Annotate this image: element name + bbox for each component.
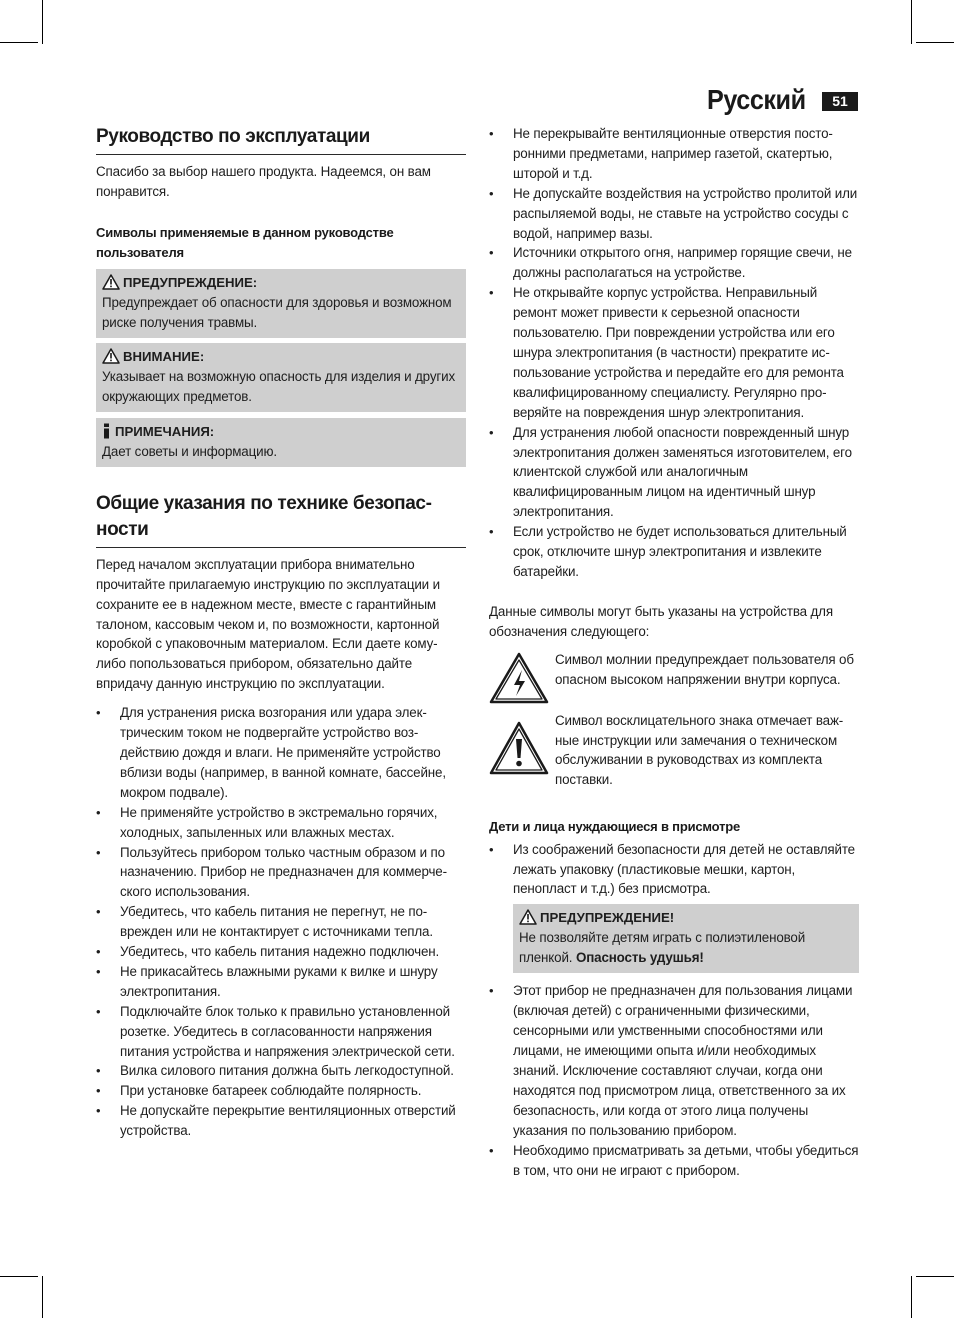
children-heading: Дети и лица нуждающиеся в присмотре — [489, 818, 741, 834]
left-column — [96, 124, 466, 1141]
warning-triangle-icon — [102, 348, 120, 364]
crop-mark — [911, 0, 912, 44]
note-text: Дает советы и информацию. — [102, 443, 277, 459]
warning-box — [96, 269, 466, 338]
note-title: ПРИМЕЧАНИЯ: — [115, 423, 215, 439]
warning-title: ПРЕДУПРЕЖДЕНИЕ: — [123, 274, 258, 290]
caution-title: ВНИМАНИЕ: — [123, 348, 205, 364]
lightning-triangle-icon — [489, 652, 549, 704]
children-warning-box — [513, 904, 859, 973]
caution-text: Указывает на возможную опасность для изделия и других окружающих предметов. — [102, 368, 455, 404]
note-heading — [102, 422, 458, 442]
crop-mark — [0, 1276, 38, 1277]
exclamation-symbol-text: Символ восклицательного знака отмечает важные инструкции или замечания о техническом обслуживании в руководствах из комплекта поставки. — [555, 712, 844, 788]
children-warning-body: Не позволяйте детям играть с полиэтиленовой пленкой. — [519, 930, 806, 966]
crop-mark — [42, 0, 43, 44]
list-item: • При установке батареек соблюдайте полярность. — [96, 1081, 466, 1101]
list-item: • Если устройство не будет использоваться длительный срок, отключите шнур электропитания и извлеките батарейки. — [489, 522, 859, 582]
lightning-symbol-row — [489, 650, 859, 710]
symbols-heading: Символы применяемые в данном руководстве пользователя — [96, 224, 394, 260]
crop-mark — [916, 1276, 954, 1277]
crop-mark — [916, 42, 954, 43]
crop-mark — [42, 1276, 43, 1318]
children-list — [489, 840, 859, 900]
exclamation-triangle-icon — [489, 721, 549, 775]
lightning-symbol-text: Символ молнии предупреждает пользователя об опасном высоком напряжении внутри корпуса. — [555, 651, 854, 687]
list-item: • Не допускайте перекрытие вентиляционных отверстий устройства. — [96, 1101, 466, 1141]
language-title: Русский — [707, 84, 806, 115]
list-item: • Подключайте блок только к правильно установленной розетке. Убедитесь в согласованности напряжения питания устройства и напряжения электрической сети. — [96, 1002, 466, 1062]
warning-triangle-icon — [519, 909, 537, 925]
info-icon — [102, 423, 112, 439]
children-warning-title: ПРЕДУПРЕЖДЕНИЕ! — [540, 910, 675, 926]
list-item: • Для устранения любой опасности поврежденный шнур электропитания должен заменяться изготовителем, его клиентской службой или аналогичным квалифицированным лицом на идентичный шнур электропитания. — [489, 423, 859, 523]
children-warning-emphasis: Опасность удушья! — [575, 950, 704, 966]
caution-box — [96, 343, 466, 412]
right-column — [489, 124, 859, 1180]
page-number: 51 — [822, 92, 858, 111]
warning-heading — [102, 273, 458, 293]
warning-triangle-icon — [102, 274, 120, 290]
list-item: • Вилка силового питания должна быть легкодоступной. — [96, 1061, 466, 1081]
list-item: • Не применяйте устройство в экстремально горячих, холодных, запыленных или влажных местах. — [96, 803, 466, 843]
section-title-safety: Общие указания по технике безопасности — [96, 491, 466, 548]
crop-mark — [911, 1276, 912, 1318]
safety-list — [96, 703, 466, 1141]
children-warning-heading — [519, 908, 851, 928]
children-warning-text — [519, 928, 851, 968]
exclamation-symbol-row — [489, 711, 859, 791]
list-item: • Необходимо присматривать за детьми, чтобы убедиться в том, что они не играют с прибором. — [489, 1141, 859, 1181]
list-item: • Из соображений безопасности для детей не оставляйте лежать упаковку (пластиковые мешки, картон, пенопласт и т.д.) без присмотра. — [489, 840, 859, 900]
list-item: • Убедитесь, что кабель питания надежно подключен. — [96, 942, 466, 962]
section-title-manual: Руководство по эксплуатации — [96, 124, 466, 155]
list-item: • Источники открытого огня, например горящие свечи, не должны располагаться на устройстве. — [489, 243, 859, 283]
list-item: • Убедитесь, что кабель питания не перегнут, не поврежден или не контактирует с источниками тепла. — [96, 902, 466, 942]
note-box — [96, 418, 466, 467]
list-item: • Не перекрывайте вентиляционные отверстия посторонними предметами, например газетой, скатертью, шторой и т.д. — [489, 124, 859, 184]
crop-mark — [0, 42, 38, 43]
children-list-continued — [489, 981, 859, 1180]
safety-intro: Перед началом эксплуатации прибора внимательно прочитайте прилагаемую инструкцию по эксплуатации и сохраните ее в надежном месте, вместе с гарантийным талоном, кассовым чеком и, по возможности, картонной коробкой с упаковочным материалом. Если даете кому-либо попользоваться прибором, обязательно дайте впридачу данную инструкцию по эксплуатации. — [96, 556, 440, 692]
list-item: • Для устранения риска возгорания или удара электрическим током не подвергайте устройство воздействию дождя и влаги. Не применяйте устройство вблизи воды (например, в ванной комнате, бассейне, мокром подвале). — [96, 703, 466, 803]
list-item: • Не допускайте воздействия на устройство пролитой или распыляемой воды, не ставьте на устройство сосуды с водой, например вазы. — [489, 184, 859, 244]
list-item: • Не прикасайтесь влажными руками к вилке и шнуру электропитания. — [96, 962, 466, 1002]
warning-text: Предупреждает об опасности для здоровья и возможном риске получения травмы. — [102, 294, 452, 330]
safety-list-continued — [489, 124, 859, 582]
symbols-intro: Данные символы могут быть указаны на устройства для обозначения следующего: — [489, 603, 833, 639]
list-item: • Этот прибор не предназначен для пользования лицами (включая детей) с ограниченными физическими, сенсорными или умственными способностями или лицами, не имеющими опыта и/или необходимых знаний. Исключение составляют случаи, когда они находятся под присмотром лица, ответственного за их безопасность, или когда от этого лица получены указания по пользованию прибором. — [489, 981, 859, 1140]
caution-heading — [102, 347, 458, 367]
intro-text: Спасибо за выбор нашего продукта. Надеемся, он вам понравится. — [96, 164, 431, 199]
list-item: • Пользуйтесь прибором только частным образом и по назначению. Прибор не предназначен для коммерческого использования. — [96, 843, 466, 903]
list-item: • Не открывайте корпус устройства. Неправильный ремонт может привести к серьезной опасности пользователю. При повреждении устройства или его шнура электропитания (в частности) прекратите использование устройства и передайте его для ремонта квалифицированному специалисту. Регулярно проверяйте на повреждения шнур электропитания. — [489, 283, 859, 422]
